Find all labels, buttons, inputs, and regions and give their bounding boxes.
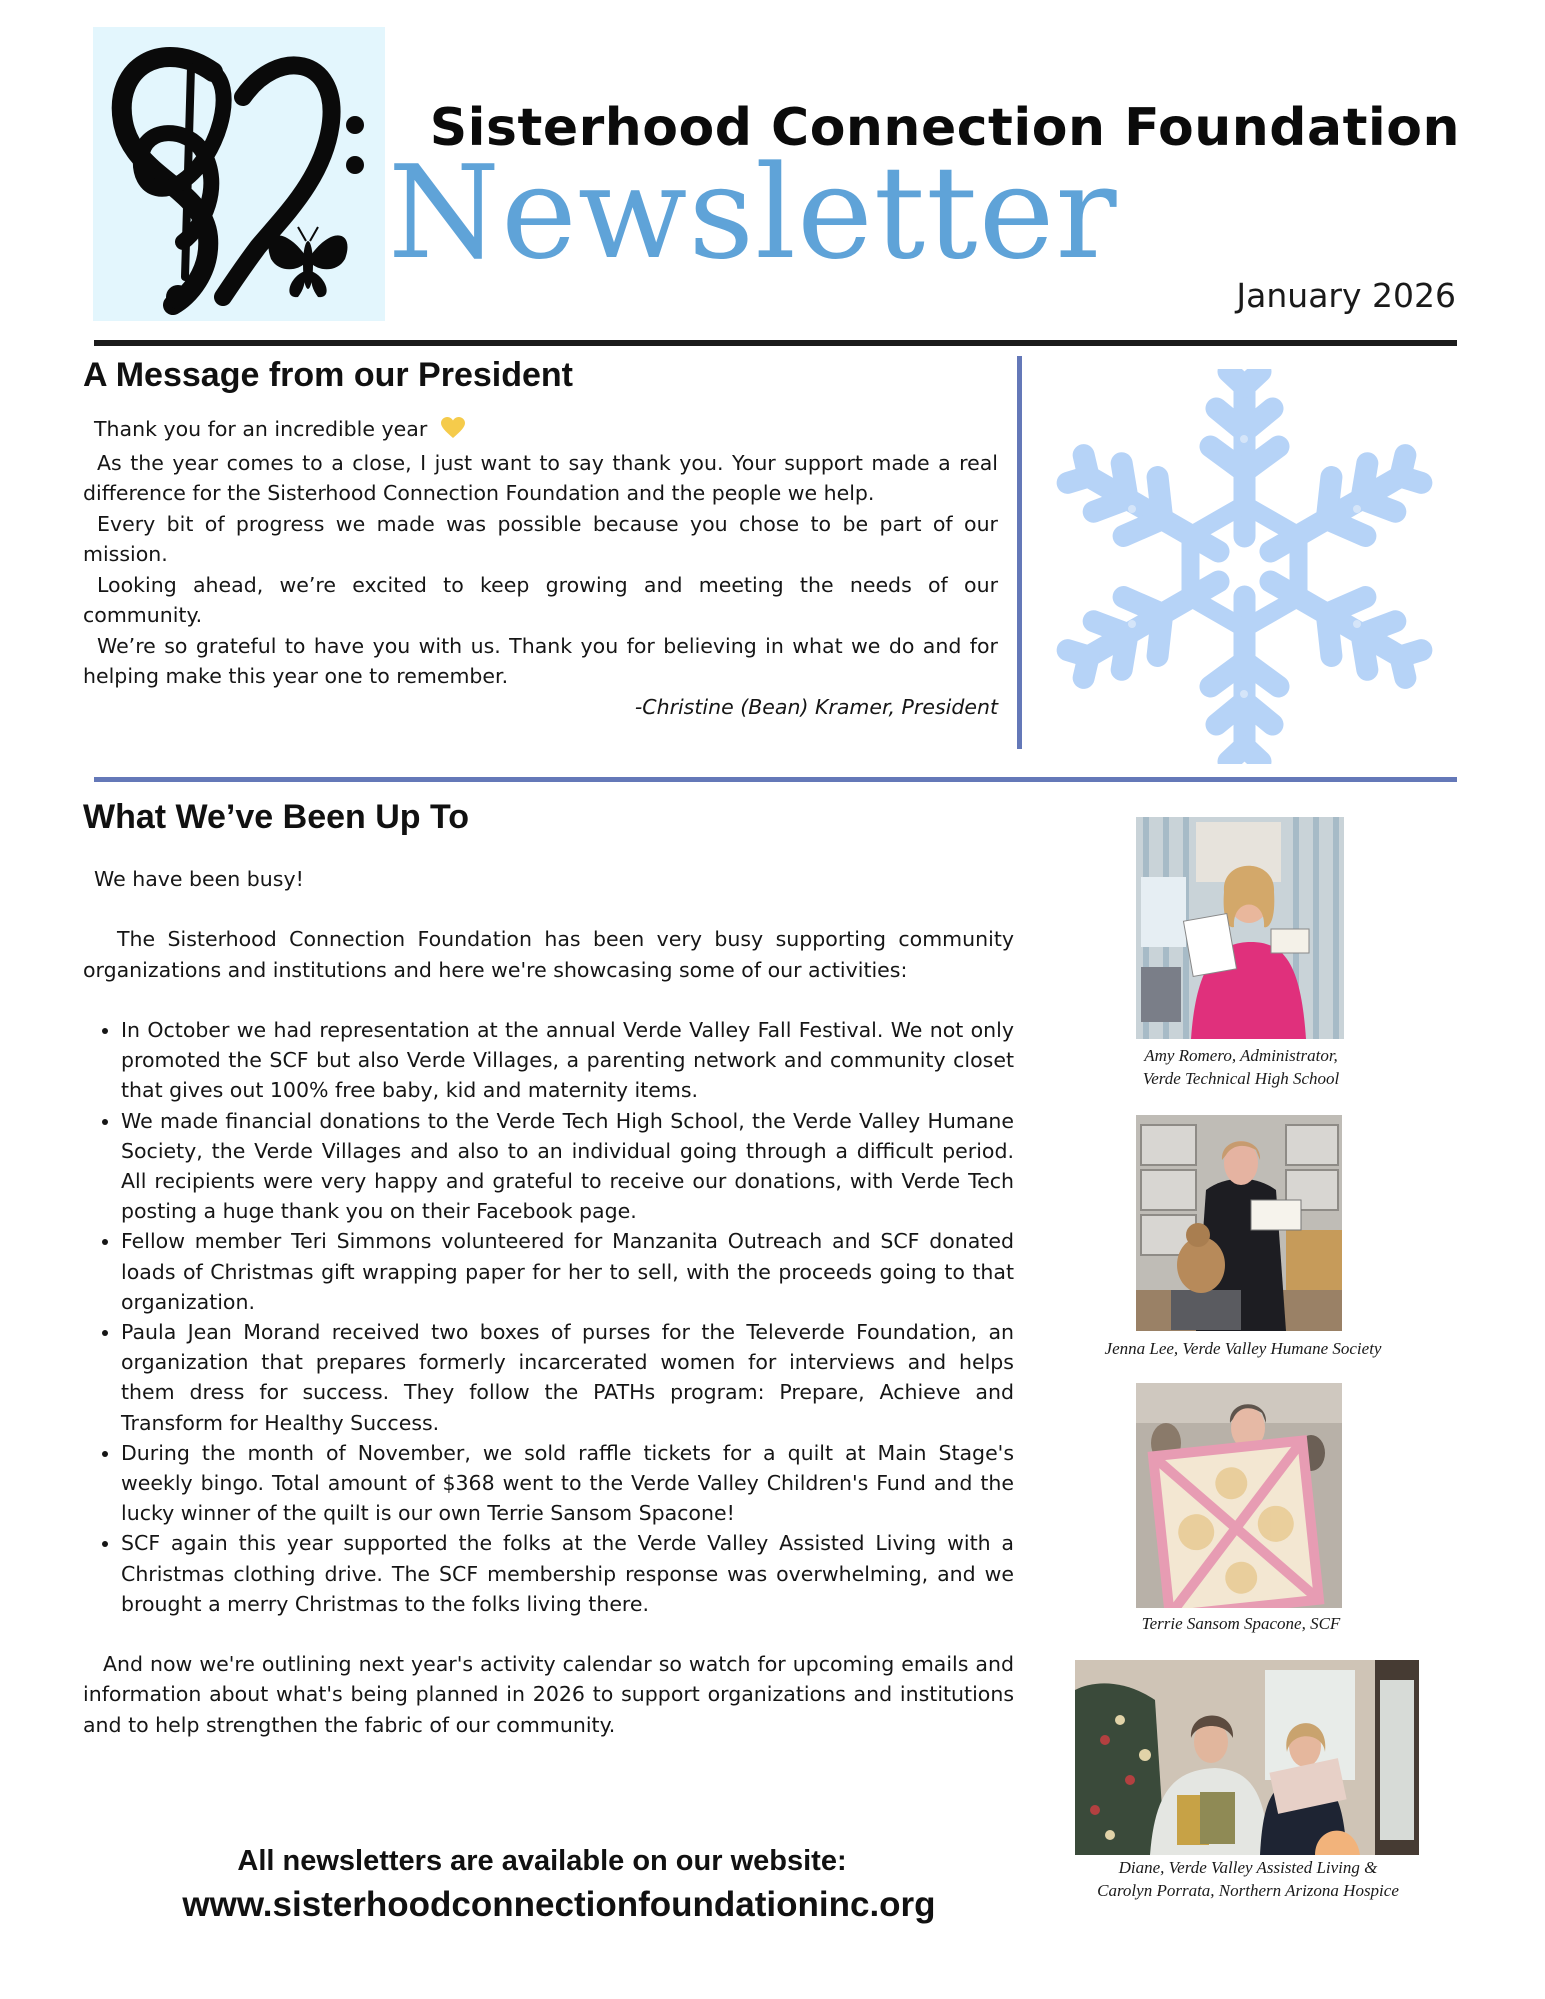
- treble-bass-clef-heart-logo: [93, 27, 385, 321]
- photo-caption: [1098, 1044, 1384, 1090]
- president-paragraph: Every bit of progress we made was possible because you chose to be part of our mission.: [83, 511, 998, 566]
- header-divider: [94, 340, 1457, 346]
- activities-intro: The Sisterhood Connection Foundation has been very busy supporting community organizations and institutions and here we're showcasing some of our activities:: [83, 927, 1014, 982]
- president-signature: -Christine (Bean) Kramer, President: [634, 694, 998, 719]
- caption-line: Jenna Lee, Verde Valley Humane Society: [1104, 1339, 1382, 1358]
- list-item: • In October we had representation at the annual Verde Valley Fall Festival. We not only promoted the SCF but also Verde Villages, a parenting network and community closet that gives out 100% free baby, kid and maternity items.: [121, 1015, 1014, 1106]
- caption-line: Terrie Sansom Spacone, SCF: [1141, 1614, 1341, 1633]
- newsletter-title: Newsletter: [388, 139, 1118, 288]
- caption-line: Diane, Verde Valley Assisted Living &: [1118, 1858, 1378, 1877]
- president-message: [83, 414, 998, 722]
- org-name: Sisterhood Connection Foundation: [429, 98, 1460, 158]
- butterfly-icon: [269, 227, 348, 297]
- photo-caption: [1098, 1612, 1384, 1635]
- photo-diane-carolyn: [1075, 1660, 1419, 1855]
- president-paragraph: As the year comes to a close, I just want to say thank you. Your support made a real difference for the Sisterhood Connection Foundation and the people we help.: [83, 450, 998, 505]
- president-section-title: A Message from our President: [83, 356, 573, 394]
- caption-line: Verde Technical High School: [1142, 1069, 1340, 1088]
- website-notice: All newsletters are available on our website:: [237, 1845, 847, 1877]
- president-paragraph: We’re so grateful to have you with us. Thank you for believing in what we do and for helping make this year one to remember.: [83, 633, 998, 688]
- clef-dot-icon: [166, 285, 190, 309]
- snowflake-icon: [1037, 369, 1452, 764]
- list-item: • SCF again this year supported the folks at the Verde Valley Assisted Living with a Christmas clothing drive. The SCF membership response was overwhelming, and we brought a merry Christmas to the folks living there.: [121, 1528, 1014, 1619]
- photo-amy-romero: [1136, 817, 1344, 1039]
- activities-list: [83, 1015, 1014, 1619]
- photo-caption: [1090, 1337, 1396, 1360]
- activities-section-title: What We’ve Been Up To: [83, 798, 470, 836]
- president-lead-text: Thank you for an incredible year: [94, 417, 428, 441]
- bass-dot-icon: [346, 116, 364, 134]
- bass-dot-icon: [346, 156, 364, 174]
- activities-busy: We have been busy!: [94, 867, 304, 891]
- president-paragraph: Looking ahead, we’re excited to keep growing and meeting the needs of our community.: [83, 572, 998, 627]
- list-item: • We made financial donations to the Verde Tech High School, the Verde Valley Humane Society, the Verde Villages and also to an individual going through a difficult period. All recipients were very happy and grateful to receive our donations, with Verde Tech posting a huge thank you on their Facebook page.: [121, 1106, 1014, 1227]
- activities-body: [83, 864, 1014, 1740]
- caption-line: Carolyn Porrata, Northern Arizona Hospice: [1097, 1881, 1399, 1900]
- list-item: • During the month of November, we sold raffle tickets for a quilt at Main Stage's weekly bingo. Total amount of $368 went to the Verde Valley Children's Fund and the lucky winner of the quilt is our own Terrie Sansom Spacone!: [121, 1438, 1014, 1529]
- activities-outro: And now we're outlining next year's activity calendar so watch for upcoming emails and information about what's being planned in 2026 to support organizations and institutions and to help strengthen the fabric of our community.: [83, 1652, 1014, 1737]
- vertical-divider: [1017, 356, 1022, 749]
- photo-caption: [1063, 1856, 1433, 1902]
- photo-jenna-lee: [1136, 1115, 1342, 1331]
- yellow-heart-icon: [430, 417, 465, 448]
- president-lead: [83, 414, 998, 448]
- caption-line: Amy Romero, Administrator,: [1144, 1046, 1338, 1065]
- issue-date: January 2026: [1236, 276, 1456, 315]
- list-item: • Fellow member Teri Simmons volunteered for Manzanita Outreach and SCF donated loads of Christmas gift wrapping paper for her to sell, with the proceeds going to that organization.: [121, 1226, 1014, 1317]
- section-divider: [94, 777, 1457, 782]
- list-item: • Paula Jean Morand received two boxes of purses for the Televerde Foundation, an organization that prepares formerly incarcerated women for interviews and helps them dress for success. They follow the PATHs program: Prepare, Achieve and Transform for Healthy Success.: [121, 1317, 1014, 1438]
- website-url[interactable]: www.sisterhoodconnectionfoundationinc.org: [182, 1885, 936, 1924]
- photo-terrie-sansom-spacone: [1136, 1383, 1342, 1608]
- logo: [93, 27, 385, 321]
